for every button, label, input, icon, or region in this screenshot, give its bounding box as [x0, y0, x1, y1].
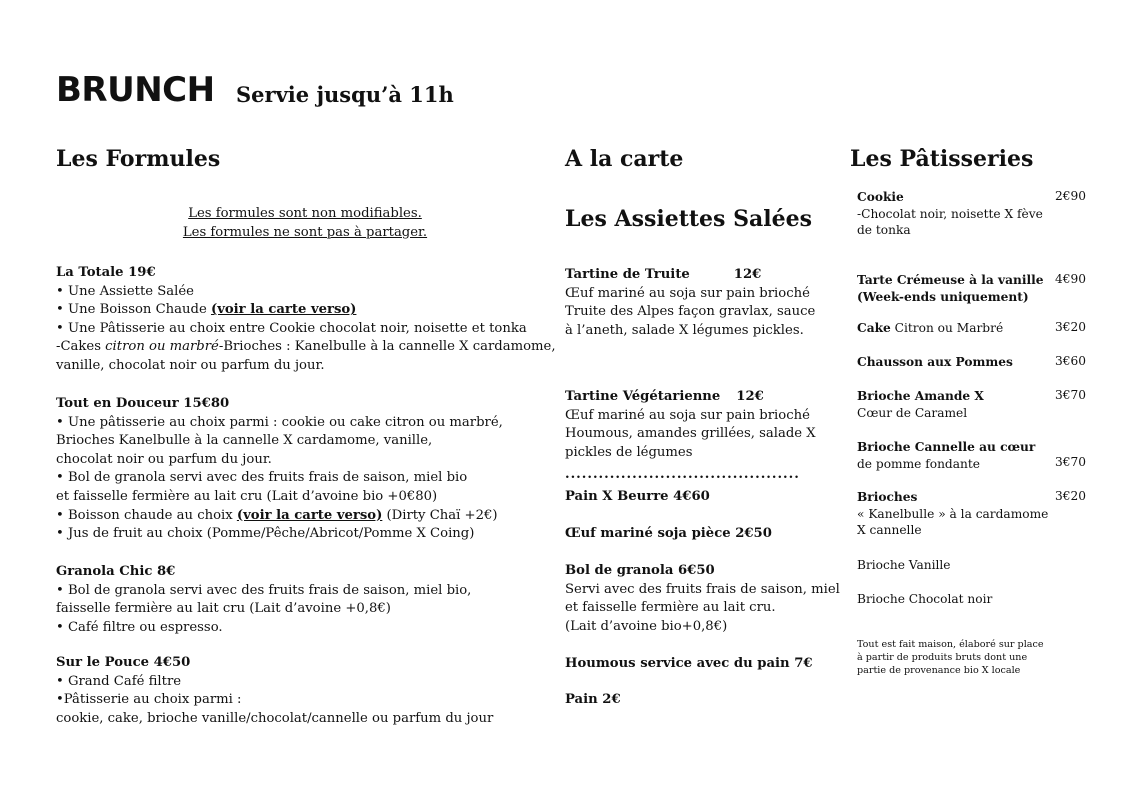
formule-line-text: (Dirty Chaï +2€) [382, 507, 498, 523]
item-desc: Houmous, amandes grillées, salade X [565, 426, 816, 442]
formule-title: Tout en Douceur 15€80 [56, 396, 230, 411]
patisserie-chausson: Chausson aux Pommes [857, 355, 1013, 369]
item-name: Tartine Végétarienne [565, 389, 721, 404]
formule-line-text: • Boisson chaude au choix [56, 507, 237, 523]
formule-line [56, 507, 503, 526]
formule-title: Granola Chic 8€ [56, 564, 176, 579]
patisserie-cookie [857, 189, 1043, 239]
formules-notice [150, 205, 460, 242]
formule-line: • Bol de granola servi avec des fruits frais de saison, miel bio, [56, 582, 472, 598]
note-line: Tout est fait maison, élaboré sur place [857, 639, 1044, 650]
patisserie-desc: Citron ou Marbré [890, 321, 1004, 335]
item-title [565, 266, 815, 285]
formule-line-text: • Une Boisson Chaude [56, 302, 211, 318]
tartine-vegetarienne [565, 388, 816, 462]
formule-line: •Pâtisserie au choix parmi : [56, 692, 242, 708]
notice-line: Les formules sont non modifiables. [188, 206, 422, 221]
formule-line [56, 301, 556, 320]
patisserie-price: 3€60 [1055, 354, 1087, 368]
patisserie-name: (Week-ends uniquement) [857, 289, 1029, 304]
patisserie-desc: Cœur de Caramel [857, 405, 968, 420]
formule-line-text: -Cakes [56, 339, 106, 355]
patisseries-heading: Les Pâtisseries [850, 146, 1034, 172]
pain-beurre-item: Pain X Beurre 4€60 [565, 489, 710, 504]
carte-heading: A la carte [565, 146, 684, 172]
formule-line: • Une Assiette Salée [56, 283, 194, 299]
carte-verso-link: (voir la carte verso) [210, 302, 357, 318]
patisserie-brioche-cannelle [857, 439, 1035, 472]
patisserie-price: 2€90 [1055, 189, 1087, 203]
formule-line: Brioches Kanelbulle à la cannelle X cardamome, vanille, [56, 433, 433, 449]
tartine-truite [565, 266, 815, 340]
item-price: 12€ [733, 267, 762, 282]
houmous-item: Houmous service avec du pain 7€ [565, 656, 813, 671]
formule-line: • Grand Café filtre [56, 673, 182, 689]
item-desc: Œuf mariné au soja sur pain brioché [565, 285, 810, 301]
assiettes-salees-heading: Les Assiettes Salées [565, 206, 812, 232]
item-desc: et faisselle fermière au lait cru. [565, 600, 776, 616]
formule-line: • Une pâtisserie au choix parmi : cookie ou cake citron ou marbré, [56, 414, 503, 430]
patisserie-name: Cake [857, 321, 891, 335]
item-desc: (Lait d’avoine bio+0,8€) [565, 618, 728, 634]
fait-maison-note [857, 638, 1044, 677]
item-price: 12€ [736, 389, 764, 404]
patisserie-name: Brioche Cannelle au cœur [857, 440, 1036, 454]
patisserie-brioche-chocolat: Brioche Chocolat noir [857, 592, 993, 606]
formule-line: vanille, chocolat noir ou parfum du jour. [56, 357, 325, 373]
patisserie-brioche-vanille: Brioche Vanille [857, 558, 951, 572]
item-title [565, 388, 816, 407]
patisserie-name: Brioche Amande X [857, 389, 984, 403]
formule-line: • Café filtre ou espresso. [56, 619, 223, 635]
formule-line: cookie, cake, brioche vanille/chocolat/cannelle ou parfum du jour [56, 710, 494, 726]
patisserie-name: Cookie [857, 190, 904, 204]
page-title: BRUNCH [56, 70, 215, 110]
formule-la-totale [56, 264, 556, 376]
formule-line: • Jus de fruit au choix (Pomme/Pêche/Abricot/Pomme X Coing) [56, 526, 475, 542]
patisserie-brioche-amande [857, 388, 984, 421]
oeuf-item: Œuf mariné soja pièce 2€50 [565, 526, 772, 541]
item-desc: Œuf mariné au soja sur pain brioché [565, 407, 810, 423]
formule-line [56, 338, 556, 357]
bol-granola-item [565, 562, 840, 636]
formule-title: Sur le Pouce 4€50 [56, 655, 191, 670]
patisserie-desc: « Kanelbulle » à la cardamome [857, 506, 1049, 521]
item-desc: pickles de légumes [565, 444, 693, 460]
item-desc: à l’aneth, salade X légumes pickles. [565, 322, 804, 338]
patisserie-tarte [857, 272, 1043, 305]
patisserie-desc: de tonka [857, 223, 911, 237]
patisserie-brioches [857, 489, 1048, 539]
patisserie-price: 3€70 [1055, 388, 1087, 402]
item-name: Tartine de Truite [565, 267, 690, 282]
item-desc: Servi avec des fruits frais de saison, miel [565, 581, 840, 597]
patisserie-name: Brioches [857, 490, 918, 504]
note-line: à partir de produits bruts dont une [857, 652, 1028, 663]
formule-line: • Bol de granola servi avec des fruits frais de saison, miel bio [56, 470, 468, 486]
formules-heading: Les Formules [56, 146, 221, 172]
item-title: Bol de granola 6€50 [565, 563, 715, 578]
patisserie-desc: de pomme fondante [857, 456, 980, 471]
patisserie-price: 3€20 [1055, 320, 1087, 334]
formule-line: faisselle fermière au lait cru (Lait d’avoine +0,8€) [56, 601, 391, 617]
formule-line: et faisselle fermière au lait cru (Lait d’avoine bio +0€80) [56, 488, 438, 504]
patisserie-price: 3€20 [1055, 489, 1087, 503]
patisserie-name: Tarte Crémeuse à la vanille [857, 273, 1044, 287]
formule-line-text: -Brioches : Kanelbulle à la cannelle X cardamome, [218, 339, 556, 355]
formule-tout-en-douceur [56, 395, 503, 544]
carte-verso-link: (voir la carte verso) [236, 507, 383, 523]
note-line: partie de provenance bio X locale [857, 665, 1021, 676]
patisserie-cake [857, 320, 1003, 337]
formule-line-italic: citron ou marbré [105, 339, 219, 355]
formule-line: • Une Pâtisserie au choix entre Cookie chocolat noir, noisette et tonka [56, 320, 527, 336]
dotted-divider: .......................................... [565, 467, 800, 482]
formule-sur-le-pouce [56, 654, 493, 728]
page-subtitle: Servie jusqu’à 11h [236, 82, 454, 107]
patisserie-price: 3€70 [1055, 455, 1087, 469]
formule-granola-chic [56, 563, 471, 637]
patisserie-desc: -Chocolat noir, noisette X fève [857, 206, 1043, 221]
formule-line: chocolat noir ou parfum du jour. [56, 451, 272, 467]
formule-title: La Totale 19€ [56, 265, 156, 280]
patisserie-desc: X cannelle [857, 523, 922, 537]
patisserie-price: 4€90 [1055, 272, 1087, 286]
notice-line: Les formules ne sont pas à partager. [182, 224, 428, 240]
pain-item: Pain 2€ [565, 692, 621, 707]
item-desc: Truite des Alpes façon gravlax, sauce [565, 304, 816, 320]
